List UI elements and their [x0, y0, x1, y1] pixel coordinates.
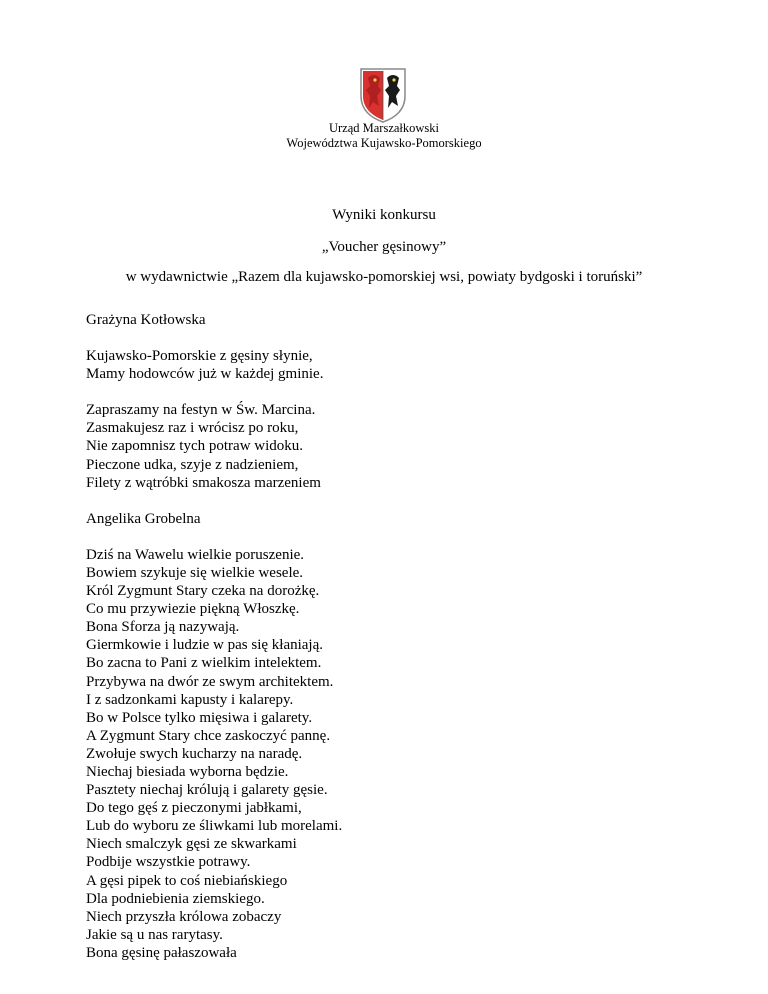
- office-header: [0, 121, 768, 151]
- entry-author: Angelika Grobelna: [86, 510, 201, 527]
- poem-line: A Zygmunt Stary chce zaskoczyć pannę.: [86, 727, 331, 744]
- coat-of-arms-icon: [357, 66, 409, 124]
- poem-line: Dziś na Wawelu wielkie poruszenie.: [86, 546, 305, 563]
- poem-line: Lub do wyboru ze śliwkami lub morelami.: [86, 818, 343, 835]
- poem-line: Podbije wszystkie potrawy.: [86, 854, 251, 871]
- office-name-line1: Urząd Marszałkowski: [328, 121, 440, 135]
- poem-line: Do tego gęś z pieczonymi jabłkami,: [86, 800, 302, 817]
- poem-line: Jakie są u nas rarytasy.: [86, 926, 223, 943]
- poem-line: Giermkowie i ludzie w pas się kłaniają.: [86, 637, 324, 654]
- poem-line: Niechaj biesiada wyborna będzie.: [86, 763, 289, 780]
- poem-stanza: [86, 546, 726, 962]
- contest-name: „Voucher gęsinowy”: [321, 239, 447, 255]
- poem-line: Co mu przywiezie piękną Włoszkę.: [86, 601, 300, 618]
- poem-line: Zasmakujesz raz i wrócisz po roku,: [86, 420, 299, 437]
- poem-stanza: [86, 401, 726, 491]
- poem-line: Pieczone udka, szyje z nadzieniem,: [86, 456, 299, 473]
- poem-line: Dla podniebienia ziemskiego.: [86, 890, 265, 907]
- poem-line: Bowiem szykuje się wielkie wesele.: [86, 564, 304, 581]
- poem-line: Nie zapomnisz tych potraw widoku.: [86, 438, 304, 455]
- poem-line: Bona gęsinę pałaszowała: [86, 944, 237, 961]
- poem-line: Król Zygmunt Stary czeka na dorożkę.: [86, 583, 320, 600]
- document-title: Wyniki konkursu: [332, 207, 436, 223]
- poem-line: Niech smalczyk gęsi ze skwarkami: [86, 836, 297, 853]
- poem-line: Zwołuje swych kucharzy na naradę.: [86, 745, 303, 762]
- poem-line: Pasztety niechaj królują i galarety gęsie.: [86, 782, 328, 799]
- poem-line: Filety z wątróbki smakosza marzeniem: [86, 474, 321, 491]
- poem-line: Bo w Polsce tylko mięsiwa i galarety.: [86, 709, 313, 726]
- poem-line: Bo zacna to Pani z wielkim intelektem.: [86, 655, 322, 672]
- poem-line: Niech przyszła królowa zobaczy: [86, 908, 282, 925]
- poem-entries: [86, 311, 726, 980]
- poem-line: Mamy hodowców już w każdej gminie.: [86, 366, 324, 383]
- entry-author: Grażyna Kotłowska: [86, 312, 206, 328]
- poem-line: Kujawsko-Pomorskie z gęsiny słynie,: [86, 348, 313, 365]
- poem-line: A gęsi pipek to coś niebiańskiego: [86, 872, 288, 889]
- publication-line: w wydawnictwie „Razem dla kujawsko-pomorskiej wsi, powiaty bydgoski i toruński”: [125, 269, 643, 285]
- poem-line: Bona Sforza ją nazywają.: [86, 619, 240, 636]
- poem-line: I z sadzonkami kapusty i kalarepy.: [86, 691, 294, 708]
- poem-line: Przybywa na dwór ze swym architektem.: [86, 673, 334, 690]
- poem-stanza: [86, 347, 726, 383]
- poem-line: Zapraszamy na festyn w Św. Marcina.: [86, 402, 316, 419]
- office-name-line2: Województwa Kujawsko-Pomorskiego: [286, 136, 482, 150]
